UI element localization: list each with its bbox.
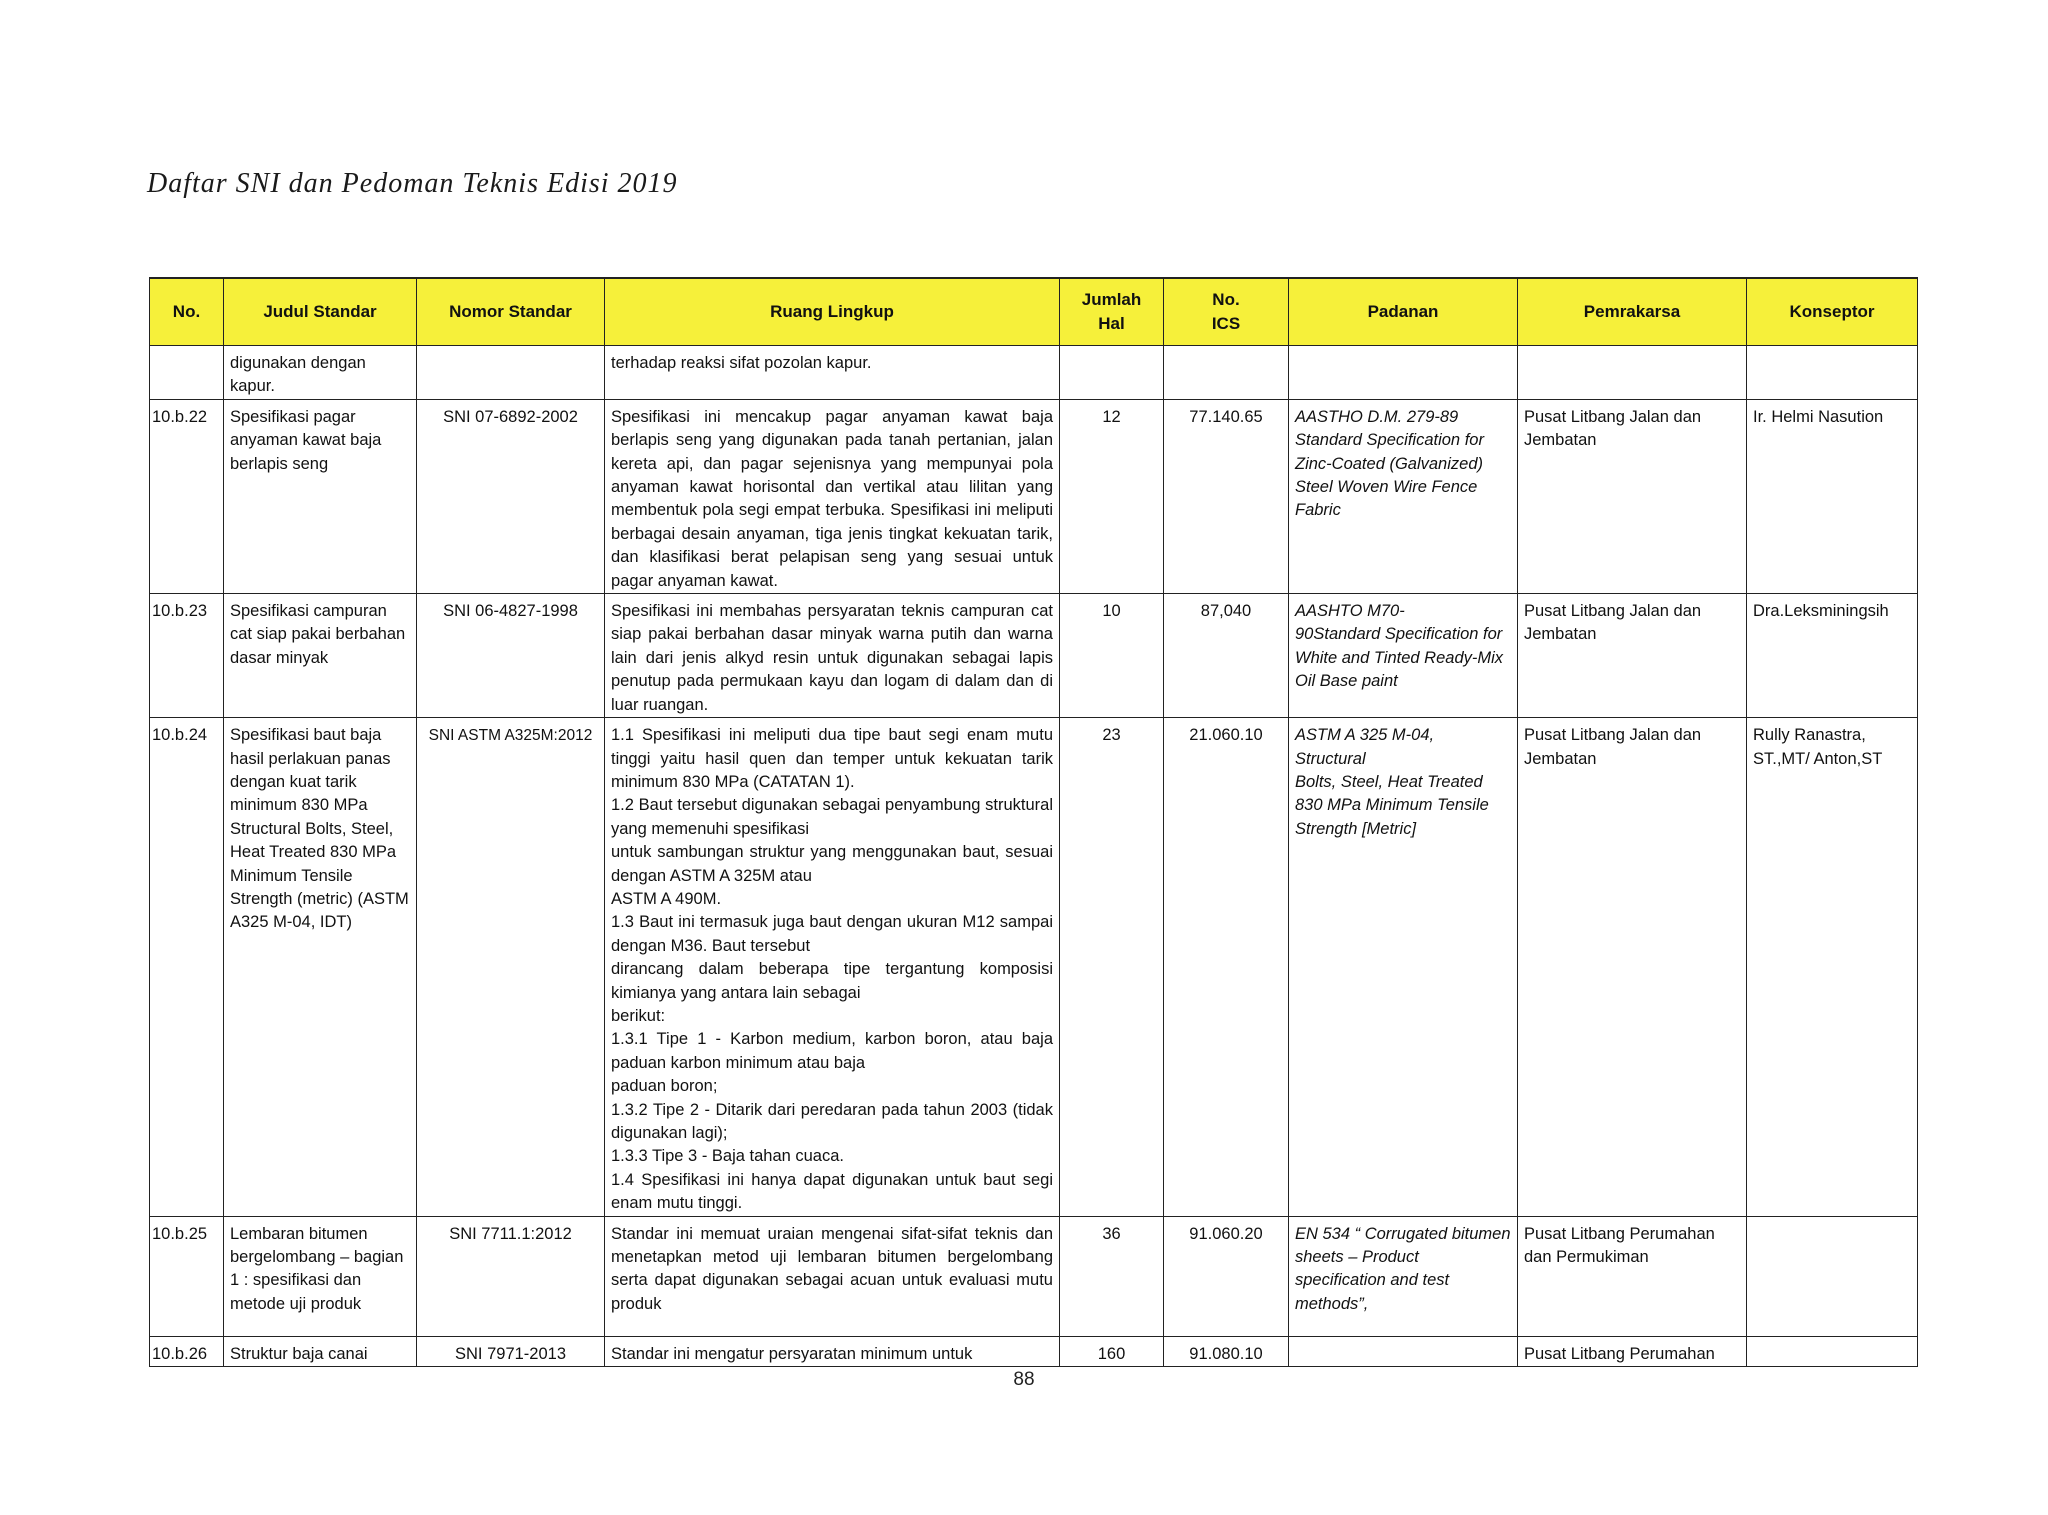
cell-konseptor [1747, 1216, 1918, 1336]
cell-no: 10.b.23 [150, 594, 224, 718]
cell-nomor: SNI 07-6892-2002 [417, 399, 605, 593]
cell-jumlah-hal: 12 [1060, 399, 1164, 593]
col-header-ruang-lingkup: Ruang Lingkup [605, 278, 1060, 346]
cell-pemrakarsa: Pusat Litbang Jalan dan Jembatan [1518, 718, 1747, 1217]
cell-no: 10.b.26 [150, 1336, 224, 1366]
table-row [150, 1216, 1918, 1336]
col-header-ics: No. ICS [1164, 278, 1289, 346]
cell-no [150, 346, 224, 400]
table-row [150, 594, 1918, 718]
cell-jumlah-hal: 160 [1060, 1336, 1164, 1366]
cell-jumlah-hal: 23 [1060, 718, 1164, 1217]
cell-konseptor [1747, 346, 1918, 400]
cell-pemrakarsa: Pusat Litbang Perumahan dan Permukiman [1518, 1216, 1747, 1336]
col-header-judul: Judul Standar [224, 278, 417, 346]
cell-ruang-lingkup: terhadap reaksi sifat pozolan kapur. [605, 346, 1060, 400]
col-header-pemrakarsa: Pemrakarsa [1518, 278, 1747, 346]
cell-padanan [1289, 346, 1518, 400]
col-header-padanan: Padanan [1289, 278, 1518, 346]
cell-judul: Spesifikasi pagar anyaman kawat baja berlapis seng [224, 399, 417, 593]
page-title: Daftar SNI dan Pedoman Teknis Edisi 2019 [147, 168, 678, 199]
cell-jumlah-hal: 36 [1060, 1216, 1164, 1336]
cell-judul: digunakan dengan kapur. [224, 346, 417, 400]
cell-jumlah-hal [1060, 346, 1164, 400]
cell-judul: Lembaran bitumen bergelombang – bagian 1 : spesifikasi dan metode uji produk [224, 1216, 417, 1336]
cell-konseptor: Ir. Helmi Nasution [1747, 399, 1918, 593]
cell-ics: 91.060.20 [1164, 1216, 1289, 1336]
col-header-jumlah-hal: Jumlah Hal [1060, 278, 1164, 346]
cell-pemrakarsa: Pusat Litbang Perumahan [1518, 1336, 1747, 1366]
cell-padanan: EN 534 “ Corrugated bitumen sheets – Product specification and test methods”, [1289, 1216, 1518, 1336]
cell-ruang-lingkup: Spesifikasi ini membahas persyaratan teknis campuran cat siap pakai berbahan dasar minyak warna putih dan warna lain dari jenis alkyd resin untuk digunakan sebagai lapis penutup pada permukaan kayu dan logam di dalam dan di luar ruangan. [605, 594, 1060, 718]
cell-no: 10.b.25 [150, 1216, 224, 1336]
cell-konseptor [1747, 1336, 1918, 1366]
cell-ruang-lingkup: Standar ini memuat uraian mengenai sifat-sifat teknis dan menetapkan metod uji lembaran bitumen bergelombang serta dapat digunakan sebagai acuan untuk evaluasi mutu produk [605, 1216, 1060, 1336]
col-header-no: No. [150, 278, 224, 346]
cell-ruang-lingkup: Standar ini mengatur persyaratan minimum untuk [605, 1336, 1060, 1366]
cell-no: 10.b.24 [150, 718, 224, 1217]
cell-judul: Struktur baja canai [224, 1336, 417, 1366]
cell-konseptor: Dra.Leksminingsih [1747, 594, 1918, 718]
cell-padanan: ASTM A 325 M-04, Structural Bolts, Steel, Heat Treated 830 MPa Minimum Tensile Strength [Metric] [1289, 718, 1518, 1217]
cell-pemrakarsa: Pusat Litbang Jalan dan Jembatan [1518, 399, 1747, 593]
cell-nomor [417, 346, 605, 400]
cell-nomor: SNI 7971-2013 [417, 1336, 605, 1366]
page-number: 88 [1013, 1369, 1035, 1390]
cell-padanan: AASTHO D.M. 279-89 Standard Specification for Zinc-Coated (Galvanized) Steel Woven Wire Fence Fabric [1289, 399, 1518, 593]
cell-no: 10.b.22 [150, 399, 224, 593]
cell-ruang-lingkup: Spesifikasi ini mencakup pagar anyaman kawat baja berlapis seng yang digunakan pada tanah pertanian, jalan kereta api, dan pagar sejenisnya yang mempunyai pola anyaman kawat horisontal dan vertikal atau lilitan yang membentuk pola segi empat terbuka. Spesifikasi ini meliputi berbagai desain anyaman, tiga jenis tingkat kekuatan tarik, dan klasifikasi berat pelapisan seng yang sesuai untuk pagar anyaman kawat. [605, 399, 1060, 593]
cell-konseptor: Rully Ranastra, ST.,MT/ Anton,ST [1747, 718, 1918, 1217]
cell-pemrakarsa: Pusat Litbang Jalan dan Jembatan [1518, 594, 1747, 718]
cell-nomor: SNI ASTM A325M:2012 [417, 718, 605, 1217]
standards-table [149, 277, 1918, 1367]
col-header-konseptor: Konseptor [1747, 278, 1918, 346]
table-row [150, 718, 1918, 1217]
table-row [150, 399, 1918, 593]
cell-jumlah-hal: 10 [1060, 594, 1164, 718]
cell-judul: Spesifikasi baut baja hasil perlakuan panas dengan kuat tarik minimum 830 MPa Structural Bolts, Steel, Heat Treated 830 MPa Minimum Tensile Strength (metric) (ASTM A325 M-04, IDT) [224, 718, 417, 1217]
cell-ics: 21.060.10 [1164, 718, 1289, 1217]
cell-ics: 77.140.65 [1164, 399, 1289, 593]
cell-ics: 91.080.10 [1164, 1336, 1289, 1366]
cell-padanan [1289, 1336, 1518, 1366]
cell-ruang-lingkup: 1.1 Spesifikasi ini meliputi dua tipe baut segi enam mutu tinggi yaitu hasil quen dan temper untuk kekuatan tarik minimum 830 MPa (CATATAN 1). 1.2 Baut tersebut digunakan sebagai penyambung struktural yang memenuhi spesifikasi untuk sambungan struktur yang menggunakan baut, sesuai dengan ASTM A 325M atau ASTM A 490M. 1.3 Baut ini termasuk juga baut dengan ukuran M12 sampai dengan M36. Baut tersebut dirancang dalam beberapa tipe tergantung komposisi kimianya yang antara lain sebagai berikut: 1.3.1 Tipe 1 - Karbon medium, karbon boron, atau baja paduan karbon minimum atau baja paduan boron; 1.3.2 Tipe 2 - Ditarik dari peredaran pada tahun 2003 (tidak digunakan lagi); 1.3.3 Tipe 3 - Baja tahan cuaca. 1.4 Spesifikasi ini hanya dapat digunakan untuk baut segi enam mutu tinggi. [605, 718, 1060, 1217]
table-row [150, 1336, 1918, 1366]
table-header-row [150, 278, 1918, 346]
table-row [150, 346, 1918, 400]
col-header-nomor: Nomor Standar [417, 278, 605, 346]
cell-pemrakarsa [1518, 346, 1747, 400]
cell-judul: Spesifikasi campuran cat siap pakai berbahan dasar minyak [224, 594, 417, 718]
cell-nomor: SNI 06-4827-1998 [417, 594, 605, 718]
cell-padanan: AASHTO M70- 90Standard Specification for White and Tinted Ready-Mix Oil Base paint [1289, 594, 1518, 718]
cell-ics [1164, 346, 1289, 400]
cell-nomor: SNI 7711.1:2012 [417, 1216, 605, 1336]
cell-ics: 87,040 [1164, 594, 1289, 718]
